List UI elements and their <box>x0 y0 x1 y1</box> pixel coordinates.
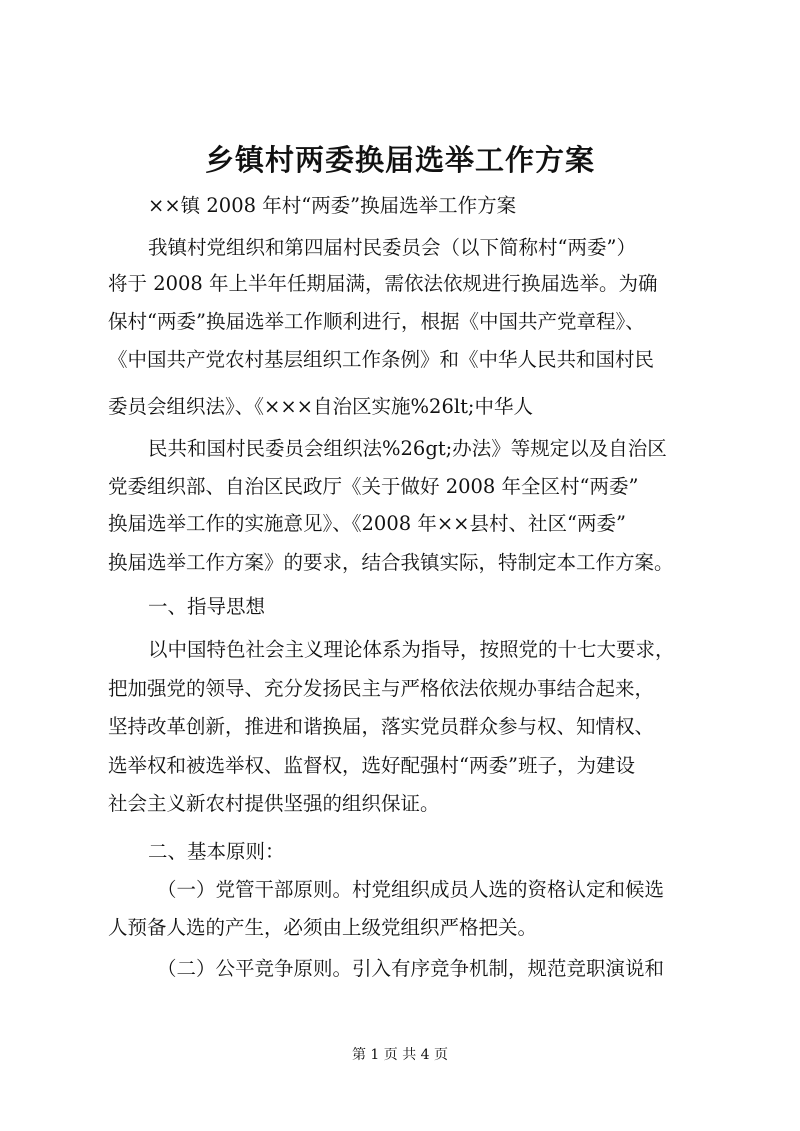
body-line: 坚持改革创新，推进和谐换届，落实党员群众参与权、知情权、 <box>108 715 655 738</box>
body-line: 社会主义新农村提供坚强的组织保证。 <box>108 792 440 815</box>
body-line: 换届选举工作的实施意见》、《2008 年××县村、社区“两委” <box>108 512 626 535</box>
subtitle-line: ××镇 2008 年村“两委”换届选举工作方案 <box>148 194 517 217</box>
body-line: 民共和国村民委员会组织法%26gt;办法》等规定以及自治区 <box>148 437 667 460</box>
body-line: 保村“两委”换届选举工作顺利进行，根据《中国共产党章程》、 <box>108 310 645 333</box>
body-line: 换届选举工作方案》的要求，结合我镇实际，特制定本工作方案。 <box>108 551 674 574</box>
body-line: 将于 2008 年上半年任期届满，需依法依规进行换届选举。为确 <box>108 272 658 295</box>
body-line: （一）党管干部原则。村党组织成员人选的资格认定和候选 <box>157 878 665 901</box>
body-line: 选举权和被选举权、监督权，选好配强村“两委”班子，为建设 <box>108 754 635 777</box>
body-line: 人预备人选的产生，必须由上级党组织严格把关。 <box>108 916 538 939</box>
section-heading: 一、指导思想 <box>148 595 266 618</box>
body-line: 《中国共产党农村基层组织工作条例》和《中华人民共和国村民 <box>108 348 655 371</box>
body-line: 我镇村党组织和第四届村民委员会（以下简称村“两委”） <box>148 236 636 259</box>
body-line: （二）公平竞争原则。引入有序竞争机制，规范竞职演说和 <box>157 957 665 980</box>
section-heading: 二、基本原则： <box>148 840 285 863</box>
document-title: 乡镇村两委换届选举工作方案 <box>204 143 595 177</box>
body-line: 党委组织部、自治区民政厅《关于做好 2008 年全区村“两委” <box>108 475 639 498</box>
body-line: 委员会组织法》、《×××自治区实施%26lt;中华人 <box>108 395 534 418</box>
body-line: 以中国特色社会主义理论体系为指导，按照党的十七大要求， <box>148 638 675 661</box>
body-line: 把加强党的领导、充分发扬民主与严格依法依规办事结合起来， <box>108 677 655 700</box>
page-number: 第 1 页 共 4 页 <box>351 1047 449 1063</box>
